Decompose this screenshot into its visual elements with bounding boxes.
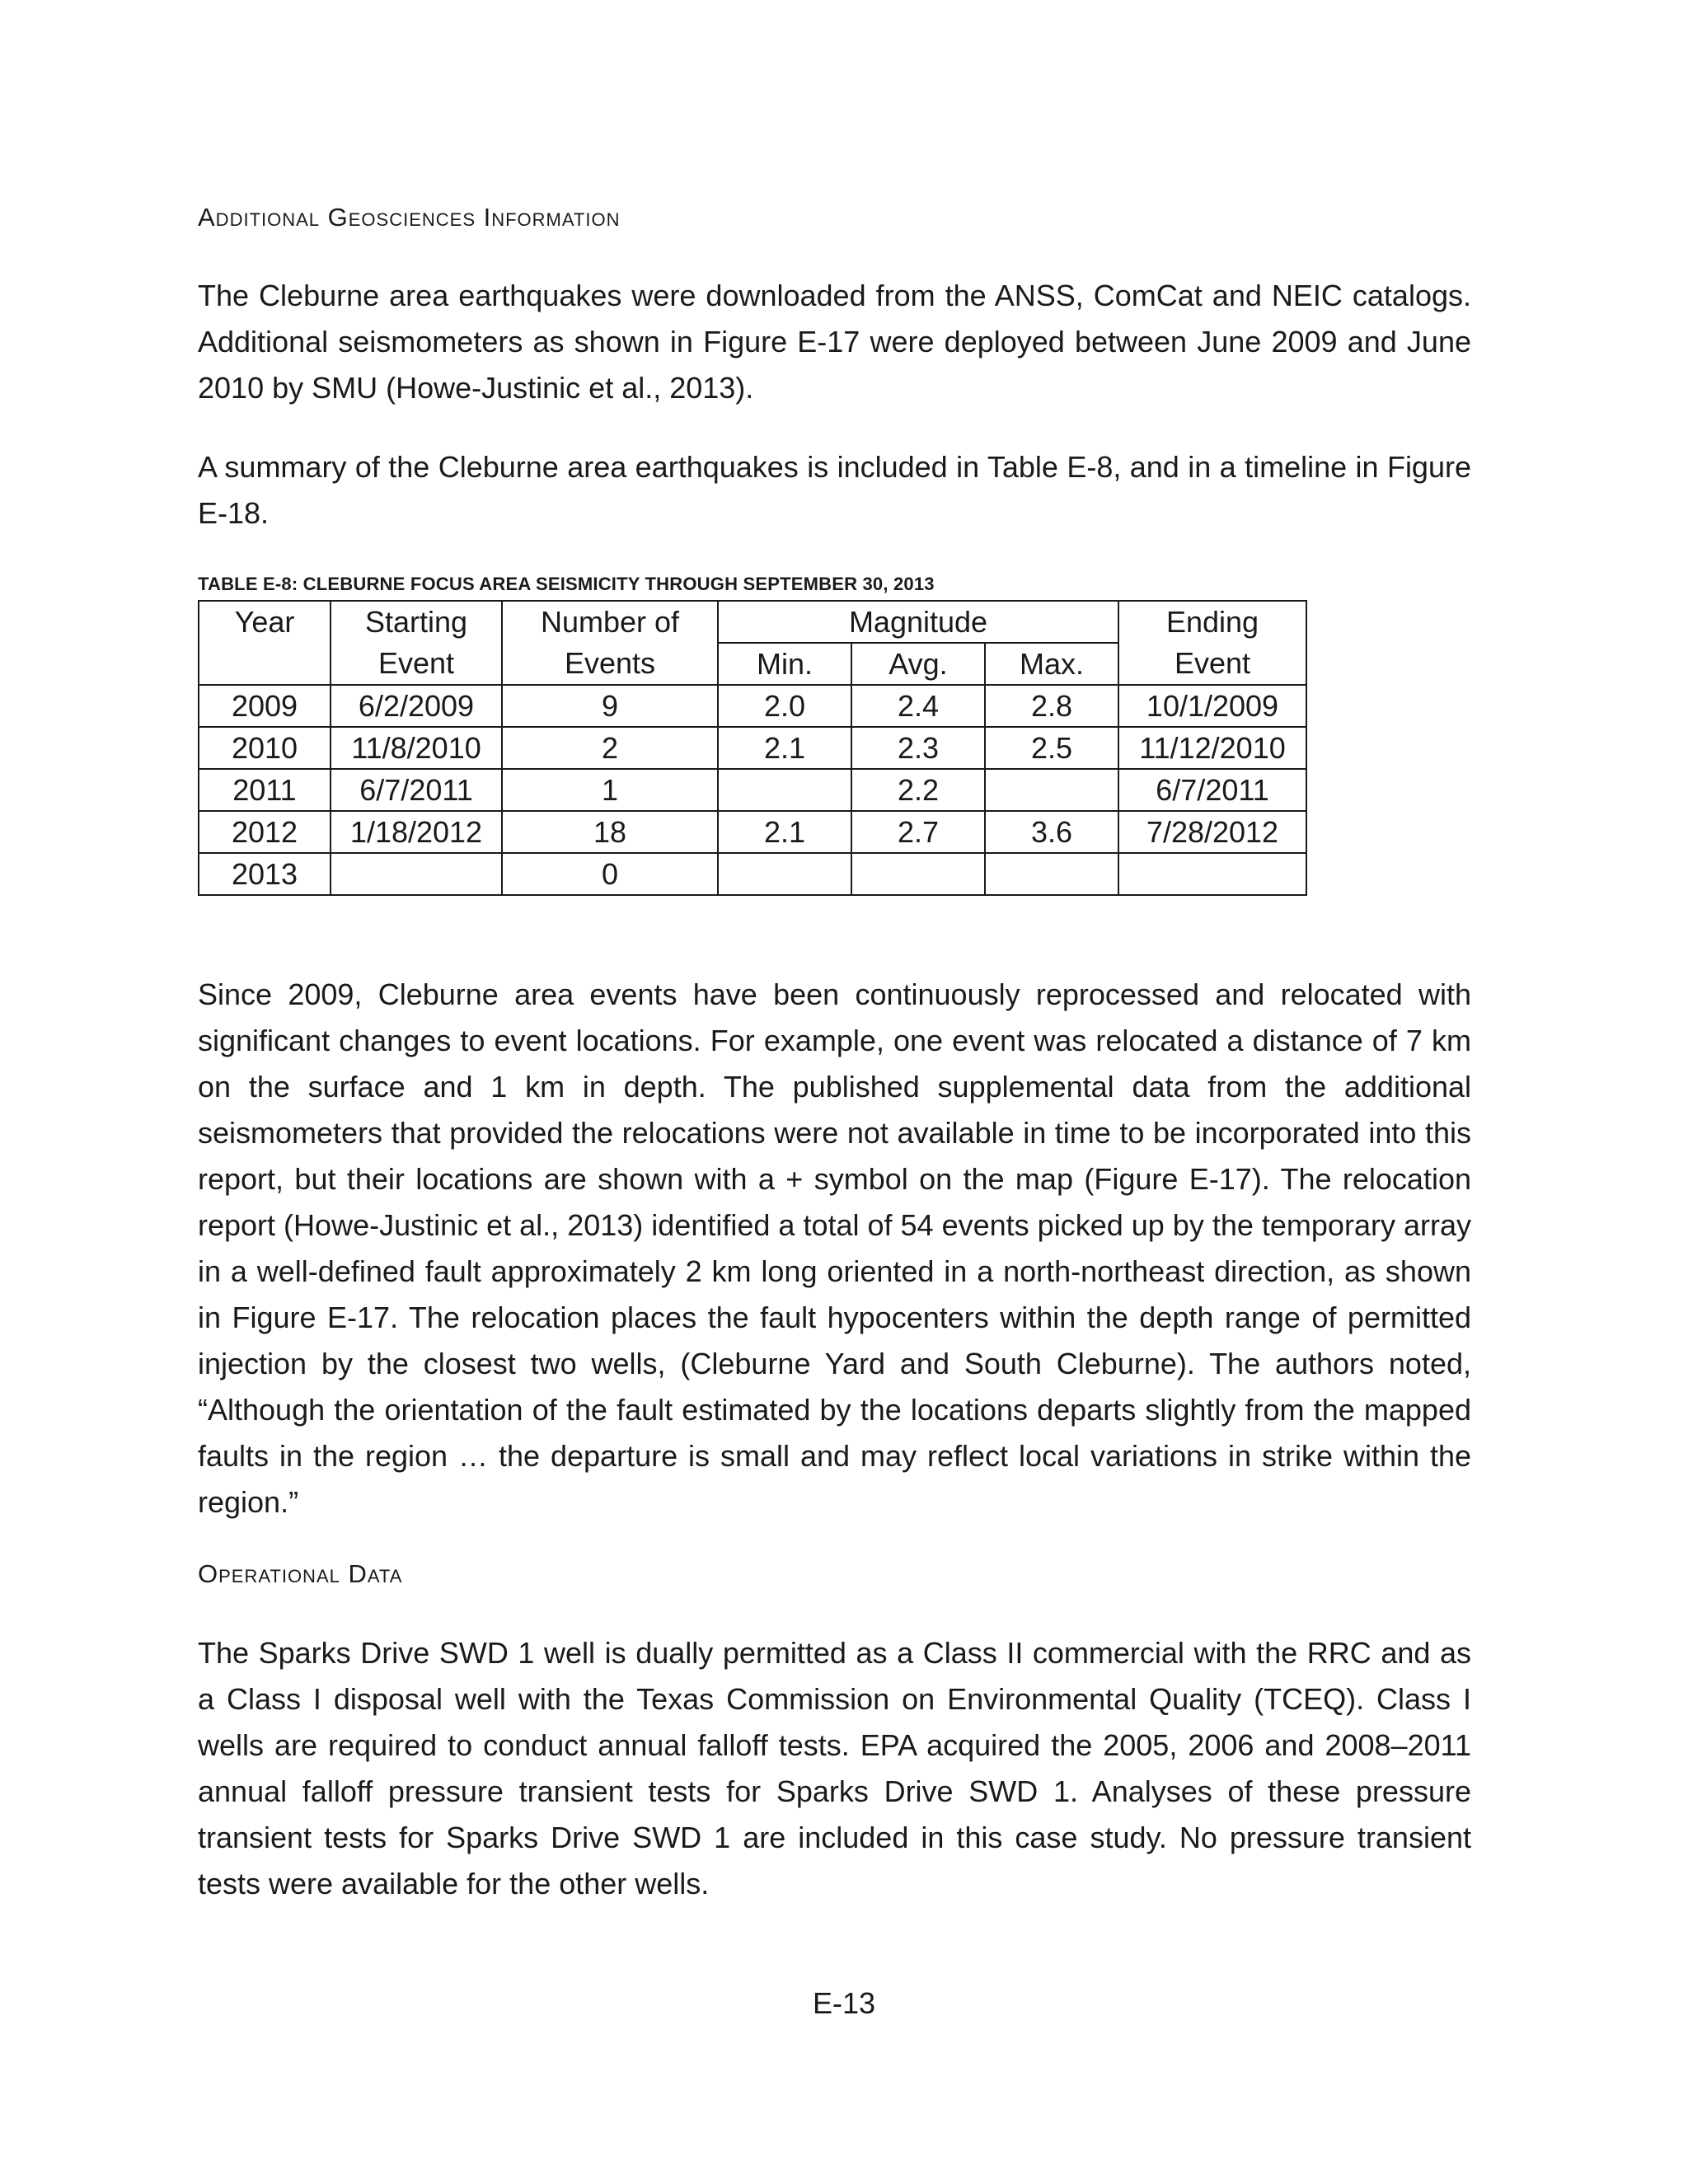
cell-min — [718, 853, 851, 895]
paragraph-operational: The Sparks Drive SWD 1 well is dually permitted as a Class II commercial with the RRC and as a Class I disposal well with the Texas Commission on Environmental Quality (TCEQ). Class I wells are required to conduct annual falloff tests. EPA acquired the 2005, 2006 and 2008–2011 annual falloff pressure transient tests for Sparks Drive SWD 1. Analyses of these pressure transient tests for Sparks Drive SWD 1 are included in this case study. No pressure transient tests were available for the other wells. — [198, 1636, 1471, 1900]
cell-year: 2010 — [199, 727, 331, 769]
header-year-label: Year — [234, 605, 295, 639]
section-heading-geosciences: Additional Geosciences Information — [198, 203, 621, 232]
header-number-line1: Number of — [540, 605, 680, 639]
cell-max: 2.5 — [985, 727, 1118, 769]
header-starting-event — [331, 601, 502, 685]
cell-year: 2011 — [199, 769, 331, 811]
cell-count: 1 — [502, 769, 718, 811]
table-row — [199, 685, 1306, 727]
cell-start: 1/18/2012 — [331, 811, 502, 853]
paragraph-catalogs: The Cleburne area earthquakes were downloaded from the ANSS, ComCat and NEIC catalogs. Additional seismometers as shown in Figure E-17 were deployed between June 2009 and June 2010 by SMU (Howe-Justinic et al., 2013). — [198, 279, 1471, 405]
cell-avg: 2.4 — [851, 685, 985, 727]
paragraph-summary: A summary of the Cleburne area earthquakes is included in Table E-8, and in a timeline in Figure E-18. — [198, 450, 1471, 530]
cell-min — [718, 769, 851, 811]
table-row — [199, 811, 1306, 853]
cell-max — [985, 769, 1118, 811]
header-ending-line2: Event — [1174, 646, 1251, 680]
cell-start: 11/8/2010 — [331, 727, 502, 769]
header-ending-line1: Ending — [1165, 605, 1259, 639]
cell-avg: 2.3 — [851, 727, 985, 769]
cell-max: 3.6 — [985, 811, 1118, 853]
cell-end: 11/12/2010 — [1118, 727, 1306, 769]
cell-min: 2.1 — [718, 727, 851, 769]
table-row — [199, 769, 1306, 811]
header-starting-line2: Event — [377, 646, 455, 680]
header-ending-event — [1118, 601, 1306, 685]
page-number: E-13 — [812, 1986, 876, 2020]
cell-end: 6/7/2011 — [1118, 769, 1306, 811]
cell-max — [985, 853, 1118, 895]
header-max: Max. — [985, 643, 1118, 685]
seismicity-table — [198, 600, 1307, 896]
cell-start — [331, 853, 502, 895]
header-starting-line1: Starting — [364, 605, 468, 639]
cell-count: 2 — [502, 727, 718, 769]
cell-min: 2.0 — [718, 685, 851, 727]
cell-avg — [851, 853, 985, 895]
paragraph-relocation: Since 2009, Cleburne area events have been continuously reprocessed and relocated with significant changes to event locations. For example, one event was relocated a distance of 7 km on the surface and 1 km in depth. The published supplemental data from the additional seismometers that provided the relocations were not available in time to be incorporated into this report, but their locations are shown with a + symbol on the map (Figure E-17). The relocation report (Howe-Justinic et al., 2013) identified a total of 54 events picked up by the temporary array in a well-defined fault approximately 2 km long oriented in a north-northeast direction, as shown in Figure E-17. The relocation places the fault hypocenters within the depth range of permitted injection by the closest two wells, (Cleburne Yard and South Cleburne). The authors noted, “Although the orientation of the fault estimated by the locations departs slightly from the mapped faults in the region … the departure is small and may reflect local variations in strike within the region.” — [198, 977, 1471, 1519]
header-number-line2: Events — [564, 646, 656, 680]
cell-year: 2013 — [199, 853, 331, 895]
cell-avg: 2.7 — [851, 811, 985, 853]
table-row — [199, 727, 1306, 769]
cell-min: 2.1 — [718, 811, 851, 853]
cell-year: 2012 — [199, 811, 331, 853]
header-number-of-events — [502, 601, 718, 685]
cell-end: 10/1/2009 — [1118, 685, 1306, 727]
cell-count: 9 — [502, 685, 718, 727]
table-caption: TABLE E-8: CLEBURNE FOCUS AREA SEISMICITY THROUGH SEPTEMBER 30, 2013 — [198, 574, 935, 594]
header-avg: Avg. — [851, 643, 985, 685]
cell-count: 0 — [502, 853, 718, 895]
cell-start: 6/2/2009 — [331, 685, 502, 727]
cell-count: 18 — [502, 811, 718, 853]
cell-max: 2.8 — [985, 685, 1118, 727]
table-row — [199, 853, 1306, 895]
cell-end — [1118, 853, 1306, 895]
header-min: Min. — [718, 643, 851, 685]
section-heading-operational: Operational Data — [198, 1559, 403, 1588]
header-magnitude: Magnitude — [718, 601, 1118, 643]
cell-end: 7/28/2012 — [1118, 811, 1306, 853]
cell-year: 2009 — [199, 685, 331, 727]
cell-start: 6/7/2011 — [331, 769, 502, 811]
header-year — [199, 601, 331, 685]
cell-avg: 2.2 — [851, 769, 985, 811]
